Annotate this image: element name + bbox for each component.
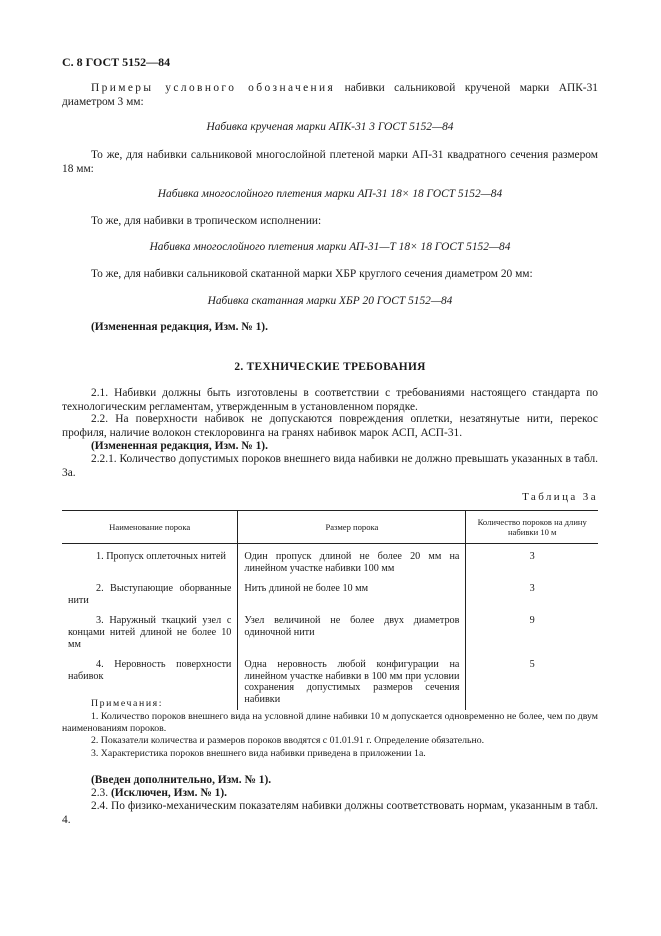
cell-defect-count: 3 xyxy=(466,544,598,582)
cell-defect-name: 2. Выступающие оборванные нити xyxy=(68,583,232,606)
table-header-row xyxy=(62,511,598,544)
examples-intro-spaced: Примеры условного обозначения xyxy=(91,82,336,94)
header-defect-count: Количество пороков на длину набивки 10 м xyxy=(466,511,598,544)
example-1: Набивка крученая марки АПК-31 3 ГОСТ 5152—84 xyxy=(206,121,454,133)
header-defect-name: Наименование порока xyxy=(62,511,238,544)
header-defect-size: Размер порока xyxy=(238,511,466,544)
defects-table xyxy=(62,510,598,710)
cell-defect-name: 1. Пропуск оплеточных нитей xyxy=(96,551,226,562)
paragraph-example-2: То же, для набивки сальниковой многослойной плетеной марки АП-31 квадратного сечения размером 18 мм: xyxy=(62,149,598,175)
paragraph-2-3-number: 2.3. xyxy=(91,787,111,799)
notes-title: Примечания: xyxy=(91,698,164,709)
paragraph-example-3: То же, для набивки в тропическом исполнении: xyxy=(91,215,322,227)
cell-defect-size: Один пропуск длиной не более 20 мм на линейном участке набивки 100 мм xyxy=(238,544,466,582)
paragraph-2-3-excluded: (Исключен, Изм. № 1). xyxy=(110,787,227,799)
table-row xyxy=(62,581,598,613)
cell-defect-count: 5 xyxy=(466,657,598,709)
paragraph-example-4: То же, для набивки сальниковой скатанной марки ХБР круглого сечения диаметром 20 мм: xyxy=(91,268,533,280)
table-row xyxy=(62,613,598,657)
note-3: 3. Характеристика пороков внешнего вида набивки приведена в приложении 1а. xyxy=(91,748,426,759)
cell-defect-size: Нить длиной не более 10 мм xyxy=(238,581,466,613)
cell-defect-count: 9 xyxy=(466,613,598,657)
example-2: Набивка многослойного плетения марки АП-31 18× 18 ГОСТ 5152—84 xyxy=(157,188,503,200)
introduced-note: (Введен дополнительно, Изм. № 1). xyxy=(91,774,272,786)
note-1: 1. Количество пороков внешнего вида на условной длине набивки 10 м допускается одновременно не более, чем по двум наименованиям пороков. xyxy=(62,711,598,735)
paragraph-2-3 xyxy=(62,786,598,800)
paragraph-2-4: 2.4. По физико-механическим показателям набивки должны соответствовать нормам, указанным в табл. 4. xyxy=(62,800,598,826)
paragraph-2-1: 2.1. Набивки должны быть изготовлены в соответствии с требованиями настоящего стандарта по технологическим регламентам, утвержденным в установленном порядке. xyxy=(62,387,598,413)
example-3: Набивка многослойного плетения марки АП-31—Т 18× 18 ГОСТ 5152—84 xyxy=(149,241,511,253)
cell-defect-name: 4. Неровность поверхности набивок xyxy=(68,659,232,682)
cell-defect-name: 3. Наружный ткацкий узел с концами нитей длиной не более 10 мм xyxy=(68,615,232,650)
example-4: Набивка скатанная марки ХБР 20 ГОСТ 5152—84 xyxy=(207,295,453,307)
table-caption: Таблица 3а xyxy=(522,491,598,503)
cell-defect-count: 3 xyxy=(466,581,598,613)
revision-note-1: (Измененная редакция, Изм. № 1). xyxy=(91,321,268,333)
revision-note-2: (Измененная редакция, Изм. № 1). xyxy=(91,440,268,452)
paragraph-2-2: 2.2. На поверхности набивок не допускаются повреждения оплетки, незатянутые нити, перекос профиля, наличие волокон стеклоровинга на гранях набивок марок АСП, АСП-31. xyxy=(62,413,598,439)
table-row xyxy=(62,544,598,582)
note-2: 2. Показатели количества и размеров пороков вводятся с 01.01.91 г. Определение обязательно. xyxy=(91,735,485,746)
page-header: С. 8 ГОСТ 5152—84 xyxy=(62,55,171,69)
cell-defect-size: Узел величиной не более двух диаметров одиночной нити xyxy=(238,613,466,657)
section-title: 2. ТЕХНИЧЕСКИЕ ТРЕБОВАНИЯ xyxy=(234,361,426,373)
paragraph-2-2-1: 2.2.1. Количество допустимых пороков внешнего вида набивки не должно превышать указанных в табл. 3а. xyxy=(62,453,598,479)
cell-defect-size: Одна неровность любой конфигурации на линейном участке набивки в 100 мм при условии сохранения допустимых размеров сечения набивки xyxy=(238,657,466,709)
examples-intro xyxy=(62,81,598,109)
examples-intro-rest: набивки сальниковой крученой марки АПК-31 диаметром 3 мм: xyxy=(62,82,598,108)
